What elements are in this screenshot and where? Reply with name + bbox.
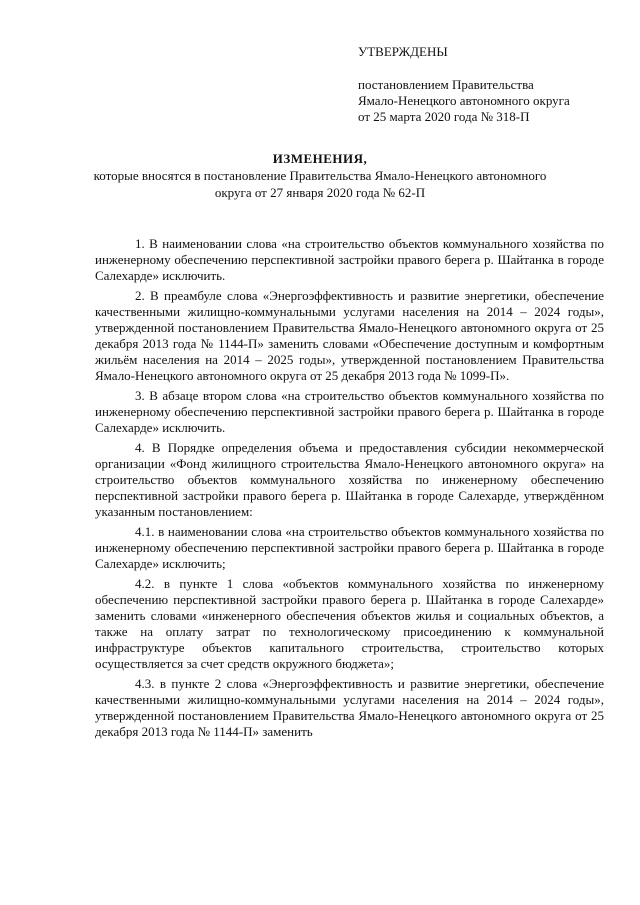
- document-body: [95, 236, 604, 744]
- title-heading: ИЗМЕНЕНИЯ,: [272, 151, 368, 166]
- paragraph: 4.1. в наименовании слова «на строительство объектов коммунального хозяйства по инженерному обеспечению перспективной застройки правого берега р. Шайтанка в городе Салехарде» исключить;: [95, 524, 604, 571]
- paragraph: 1. В наименовании слова «на строительство объектов коммунального хозяйства по инженерному обеспечению перспективной застройки правого берега р. Шайтанка в городе Салехарде» исключить.: [95, 236, 604, 283]
- paragraph: 4. В Порядке определения объема и предоставления субсидии некоммерческой организации «Фонд жилищного строительства Ямало-Ненецкого автономного округа» на строительство объектов коммунального хозяйства по инженерному обеспечению перспективной застройки правого берега р. Шайтанка в городе Салехарде, утверждённом указанным постановлением:: [95, 440, 604, 519]
- title-subtitle: которые вносятся в постановление Правительства Ямало-Ненецкого автономного округа от 27 января 2020 года № 62-П: [93, 168, 547, 200]
- paragraph: 3. В абзаце втором слова «на строительство объектов коммунального хозяйства по инженерному обеспечению перспективной застройки правого берега р. Шайтанка в городе Салехарде» исключить.: [95, 388, 604, 435]
- paragraph: 4.3. в пункте 2 слова «Энергоэффективность и развитие энергетики, обеспечение качественными жилищно-коммунальными услугами населения на 2014 – 2024 годы», утвержденной постановлением Правительства Ямало-Ненецкого автономного округа от 25 декабря 2013 года № 1144-П» заменить: [95, 676, 604, 739]
- approval-heading: УТВЕРЖДЕНЫ: [358, 44, 448, 59]
- approval-line: постановлением Правительства: [358, 77, 534, 92]
- paragraph: 4.2. в пункте 1 слова «объектов коммунального хозяйства по инженерному обеспечению перспективной застройки правого берега р. Шайтанка в городе Салехарде» заменить словами «инженерного обеспечения объектов жилья и социальных объектов, а также на оплату затрат по технологическому присоединению к коммунальной инфраструктуре объектов капитального строительства, строительство которых осуществляется за счет средств окружного бюджета»;: [95, 576, 604, 671]
- approval-line: от 25 марта 2020 года № 318-П: [358, 109, 530, 124]
- approval-block: [358, 44, 618, 125]
- approval-line: Ямало-Ненецкого автономного округа: [358, 93, 570, 108]
- document-title: [0, 150, 640, 201]
- paragraph: 2. В преамбуле слова «Энергоэффективность и развитие энергетики, обеспечение качественными жилищно-коммунальными услугами населения на 2014 – 2024 годы», утвержденной постановлением Правительства Ямало-Ненецкого автономного округа от 25 декабря 2013 года № 1144-П» заменить словами «Обеспечение доступным и комфортным жильём населения на 2014 – 2025 годы», утвержденной постановлением Правительства Ямало-Ненецкого автономного округа от 25 декабря 2013 года № 1099-П».: [95, 288, 604, 383]
